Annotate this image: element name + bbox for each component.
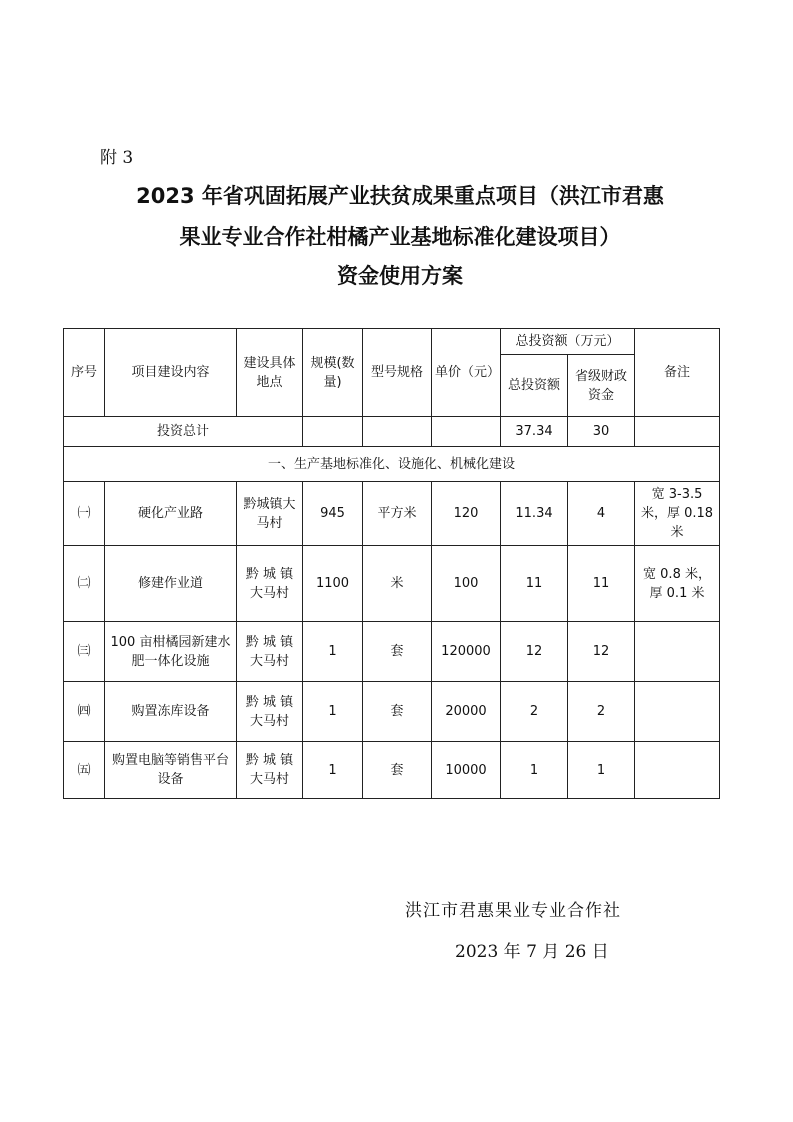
total-label: 投资总计 [64,417,303,447]
row-scale: 1 [303,622,363,682]
header-location: 建设具体地点 [237,329,303,417]
row-provincial: 2 [568,682,635,742]
row-spec: 套 [363,742,432,799]
total-invest-value: 37.34 [501,417,568,447]
row-seq: ㈠ [64,482,105,546]
row-provincial: 12 [568,622,635,682]
row-price: 20000 [432,682,501,742]
signature-date: 2023 年 7 月 26 日 [455,942,609,962]
row-total: 1 [501,742,568,799]
table-cell [363,417,432,447]
row-price: 10000 [432,742,501,799]
row-content: 硬化产业路 [105,482,237,546]
row-spec: 米 [363,546,432,622]
document-title-line-3: 资金使用方案 [337,264,463,288]
row-remarks [635,622,720,682]
row-scale: 945 [303,482,363,546]
row-remarks: 宽 3-3.5 米，厚 0.18 米 [635,482,720,546]
row-total: 11 [501,546,568,622]
table-cell [635,417,720,447]
row-scale: 1 [303,742,363,799]
row-remarks: 宽 0.8 米，厚 0.1 米 [635,546,720,622]
row-spec: 平方米 [363,482,432,546]
row-total: 12 [501,622,568,682]
signature-organization: 洪江市君惠果业专业合作社 [405,901,621,921]
header-spec: 型号规格 [363,329,432,417]
header-row [64,329,720,355]
table-row [64,742,720,799]
table-cell [432,417,501,447]
total-row [64,417,720,447]
funding-plan-table [63,328,720,799]
table-row [64,482,720,546]
header-seq: 序号 [64,329,105,417]
row-scale: 1 [303,682,363,742]
row-provincial: 1 [568,742,635,799]
document-title-line-2: 果业专业合作社柑橘产业基地标准化建设项目） [179,225,621,249]
row-seq: ㈤ [64,742,105,799]
total-provincial-value: 30 [568,417,635,447]
row-remarks [635,682,720,742]
row-provincial: 11 [568,546,635,622]
table-cell [303,417,363,447]
header-content: 项目建设内容 [105,329,237,417]
row-location: 黔 城 镇大马村 [237,622,303,682]
attachment-label: 附 3 [100,148,134,168]
row-location: 黔 城 镇大马村 [237,682,303,742]
table-row [64,622,720,682]
row-spec: 套 [363,682,432,742]
table-row [64,682,720,742]
row-content: 购置电脑等销售平台设备 [105,742,237,799]
header-total-group: 总投资额（万元） [501,329,635,355]
section-title: 一、生产基地标准化、设施化、机械化建设 [64,447,720,482]
row-spec: 套 [363,622,432,682]
row-content: 购置冻库设备 [105,682,237,742]
row-scale: 1100 [303,546,363,622]
row-seq: ㈢ [64,622,105,682]
header-remarks: 备注 [635,329,720,417]
row-content: 100 亩柑橘园新建水肥一体化设施 [105,622,237,682]
header-scale: 规模(数量) [303,329,363,417]
row-price: 120000 [432,622,501,682]
row-price: 120 [432,482,501,546]
document-title-line-1: 2023 年省巩固拓展产业扶贫成果重点项目（洪江市君惠 [136,184,664,208]
row-total: 2 [501,682,568,742]
table-row [64,546,720,622]
header-provincial-fund: 省级财政资金 [568,355,635,417]
row-price: 100 [432,546,501,622]
row-total: 11.34 [501,482,568,546]
row-remarks [635,742,720,799]
row-location: 黔 城 镇大马村 [237,546,303,622]
row-seq: ㈡ [64,546,105,622]
row-location: 黔城镇大马村 [237,482,303,546]
row-location: 黔 城 镇大马村 [237,742,303,799]
section-row [64,447,720,482]
row-provincial: 4 [568,482,635,546]
header-unit-price: 单价（元） [432,329,501,417]
row-content: 修建作业道 [105,546,237,622]
header-total-invest: 总投资额 [501,355,568,417]
row-seq: ㈣ [64,682,105,742]
